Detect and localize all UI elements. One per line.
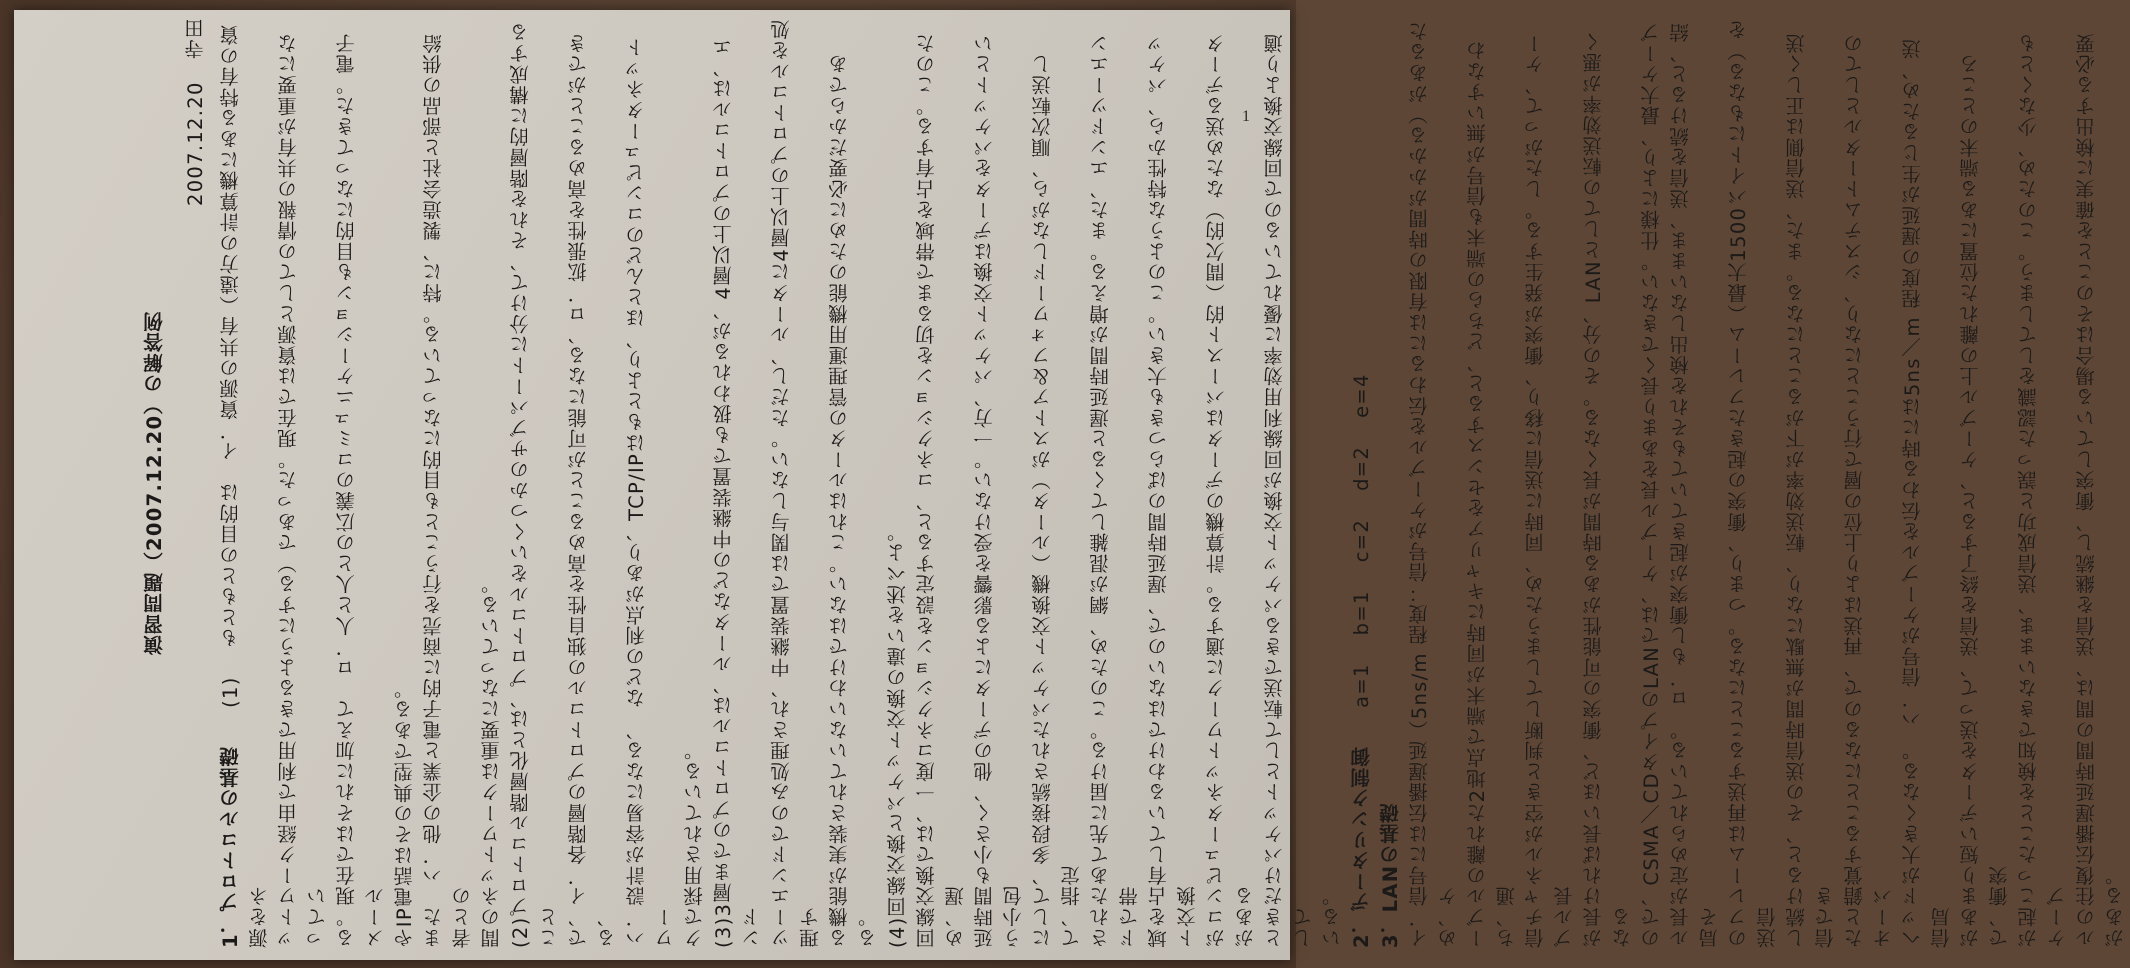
answer-e: e=4 (1350, 373, 1373, 418)
question-2-number: (2) (509, 916, 532, 948)
question-4-number: (4) (886, 916, 909, 948)
paragraph-line: のフレームは再送することになる。つまり、衝突の起きたフレーム（最大1500バイトにもなる）を送信 (1727, 19, 1779, 948)
paragraph-line: クで採用されている。 (683, 740, 706, 948)
s1-q1-line (216, 18, 274, 948)
question-1-number: (1) (219, 676, 242, 708)
paragraph-line: 間のネットワークは重要になっている。 (480, 573, 503, 948)
paragraph-line: がコンピュータネットワークに適する。計算機のデータはバースト的（間欠的）なため送るデータがある (1205, 32, 1257, 948)
paragraph-line: る。現在ではそれに加えて ロ．人と人との広義のコミュニケーションも目的になってきた。電子メール (335, 32, 387, 948)
paragraph-line: 3層までのプロトコルは、ルータなどの中継装置でも扱われるが、4層以上のプロトコルは、エンド (712, 36, 764, 948)
paragraph-line: ットワーク経由で利用できるようにする）であった。現在では資源としての情報の共有が重要になってい (277, 32, 329, 948)
paragraph-line: ーブルの離れた2地点で端末が同時にキャリアをセンスすると、どちらの端末も信号が無いすなわち、通 (1466, 39, 1518, 948)
date-author-line (181, 18, 216, 948)
paragraph-line: ルの往復伝播遅延時間の間は、送信を継続し、衝突している場合はそのことを確実に検出する必要がある。 (2075, 32, 2127, 948)
paragraph-line: ときだけパケットとして転送できるパケット交換が回線利用効率に優れているので回線交換より適して (1263, 32, 1315, 948)
answer-b: b=1 (1350, 590, 1373, 636)
paper-sheet (14, 10, 2127, 960)
section-1-heading: 1．プロトコルの基礎 (219, 745, 242, 948)
question-3-number: (3) (712, 916, 735, 948)
document-title: 演習問題（2007.12.20）の解答例 (143, 310, 166, 656)
s1-q3-line (709, 18, 767, 948)
paragraph-line: たと錯覚することになるので、再送はより上位の層で行うことになり、システムトータルとしてのオーバ (1843, 32, 1895, 948)
rotated-text-block (140, 18, 2127, 948)
section-2-heading: 2．データリンク制御 (1350, 745, 1373, 948)
paragraph-line: もともとの目的は イ．資源の共有（遠方の計算機にある特有の資源をネ (219, 24, 271, 948)
paragraph-line: し続けると、その送信時間が無駄になり、転送効率が下がることになる。また、送信側は正しく送信でき (1785, 32, 1837, 948)
paragraph-line: が起こったことを検知できないまま、送信成功と誤った認識をしてしまう。このため、少なくともケーブ (2017, 32, 2069, 948)
section-2-line (1347, 18, 1376, 948)
paragraph-line: 延時間も小さく、他のデータによる影響を受けない。一方、パケット交換はデータをパケットという小包 (973, 32, 1025, 948)
s1-q2-line (506, 18, 564, 948)
paragraph-line: いる。 (1321, 885, 1344, 948)
section-3-heading: 3．LANの基礎 (1379, 802, 1402, 948)
paragraph-line: 回線交換では、一度コネクションを設定すると、コネクションを切るまで帯域を占有する。このため、遅 (915, 32, 967, 948)
paragraph-line: 域を占有しているわけではないので、遅延時間のばらつきも大きい。このような特性から、パケット交換 (1147, 32, 1199, 948)
document-date: 2007.12.20 (184, 81, 207, 207)
paragraph-line: イ．信号には伝播遅延（5ns/m 程度：信号がケーブルを伝わるには有限の時間がかかる）があるため、ケ (1408, 20, 1460, 948)
paragraph-line: されたあて先に届ける。このため、網が混雑してくると遅延時間が増える。また、エンドツーエンドで帯 (1089, 32, 1141, 948)
paragraph-line: 信チャネルが空きと判断してしまうため、同時に送信に移り、衝突が発生する。したがって、ケーブル長 (1524, 32, 1576, 948)
paragraph-line: が長ければ長いほど、衝突の可能性がある時間が長くなる。その分、LANとしての転送効率が悪くなる (1582, 31, 1634, 948)
paragraph-line: ツーエンドでのみ処理され、中継装置では関与しない。ただし、ルータに4層以上のプロトコルを処理す (770, 19, 822, 948)
paragraph-line: また ハ．他の企業と電子的に商売を行うことも目的になっている。特に、製造会社と部品の供給者との (422, 32, 474, 948)
answer-a: a=1 (1350, 663, 1373, 708)
author-name: 寺田 (184, 18, 207, 60)
paragraph-line: ヘッドが大きくなる。 ハ．信号がケーブルを伝わる時には5ns／m 程度の遅延が生じるため、送信局 (1901, 38, 1953, 948)
paragraph-line: があまり短いデータを送って、送信を終了すると、ケーブル上の離れた位置にある端末のところで、衝突 (1959, 53, 2011, 948)
paragraph-line: ので、CSMA／CDタイプのLANでは、ケーブル長をあまり長くできない。仕様により、最大ケーブ (1640, 21, 1663, 948)
paragraph-line: ル長が定められている。 ロ．もし衝突が起きていてもそれを検出しないまま、送信を続けると、結局そ (1669, 21, 1721, 948)
paragraph-line: で、イ．各階層のプロトコルの独自性を高めることが可能になる、ロ．拡張性を高めることができる、 (567, 32, 619, 948)
paragraph-line: やIP電話はその典型である。 (393, 678, 416, 948)
paragraph-line: プロトコル階層化とは、プロトコルをいくつかのサブパートに分けて、それを階層的に構成すること (509, 22, 561, 948)
answer-d: d=2 (1350, 445, 1373, 491)
s1-q4-line (883, 18, 912, 948)
paragraph-line: にして、多段接続されたパケット交換機（ルータ）がストア＆フォワードしながら、順次転送して、指定 (1031, 53, 1083, 948)
paragraph-line: る機能が実装されていないわけではない。これはルータの管理運用機能のために必要だからである。 (828, 53, 880, 948)
paragraph-line: ハ．設計が容易になる、 などの利点があり、TCP/IPはもとより、ほとんどのコンピュータネットワー (625, 36, 677, 948)
question-4-prompt: 回線交換とパケット交換の違いを述べよ。 (886, 521, 909, 917)
answer-c: c=2 (1350, 518, 1373, 563)
page-number: 1 (1242, 108, 1250, 125)
